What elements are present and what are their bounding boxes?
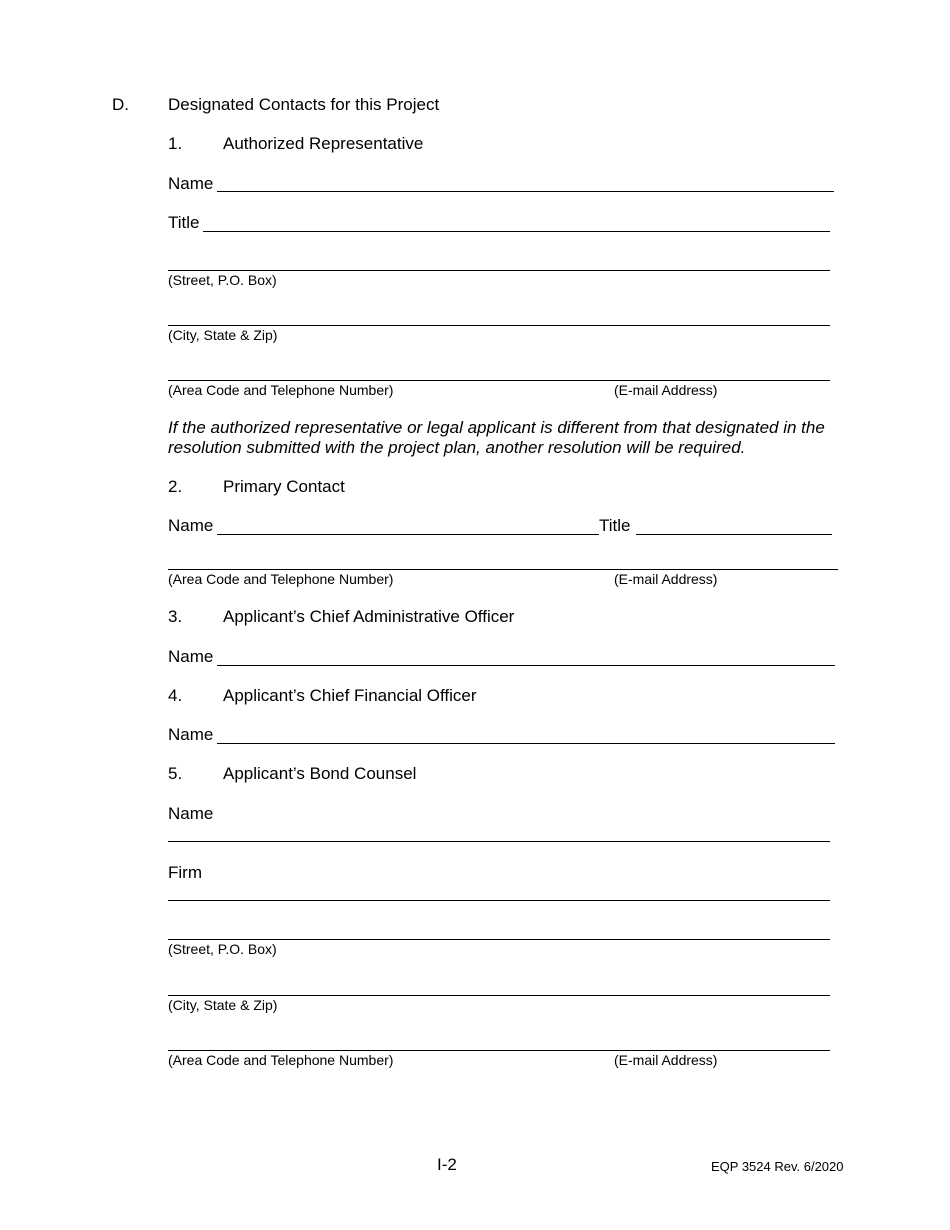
bond-counsel-heading: Applicant’s Bond Counsel	[223, 764, 417, 783]
item-number: 3.	[168, 607, 183, 626]
city-caption: (City, State & Zip)	[168, 327, 278, 343]
resolution-note	[168, 418, 838, 458]
item-number: 1.	[168, 134, 183, 153]
street-caption: (Street, P.O. Box)	[168, 941, 277, 957]
title-label: Title	[599, 516, 631, 535]
bond-counsel-firm-field[interactable]	[168, 900, 830, 901]
page-number: I-2	[437, 1155, 457, 1174]
authorized-representative-heading: Authorized Representative	[223, 134, 424, 153]
authorized-representative-street-field[interactable]	[168, 270, 830, 271]
authorized-representative-title-field[interactable]	[203, 231, 830, 232]
name-label: Name	[168, 804, 214, 823]
bond-counsel-phone-email-field[interactable]	[168, 1050, 830, 1051]
name-label: Name	[168, 647, 214, 666]
authorized-representative-city-field[interactable]	[168, 325, 830, 326]
primary-contact-title-field[interactable]	[636, 534, 832, 535]
phone-caption: (Area Code and Telephone Number)	[168, 571, 394, 587]
name-label: Name	[168, 725, 214, 744]
name-label: Name	[168, 516, 214, 535]
street-caption: (Street, P.O. Box)	[168, 272, 277, 288]
primary-contact-heading: Primary Contact	[223, 477, 345, 496]
bond-counsel-street-field[interactable]	[168, 939, 830, 940]
title-label: Title	[168, 213, 200, 232]
resolution-note-line-2: resolution submitted with the project plan, another resolution will be required.	[168, 438, 746, 457]
city-caption: (City, State & Zip)	[168, 997, 278, 1013]
primary-contact-phone-email-field[interactable]	[168, 569, 838, 570]
email-caption: (E-mail Address)	[614, 571, 718, 587]
resolution-note-line-1: If the authorized representative or legal applicant is different from that designated in the	[168, 418, 825, 437]
authorized-representative-phone-email-field[interactable]	[168, 380, 830, 381]
email-caption: (E-mail Address)	[614, 382, 718, 398]
section-title: Designated Contacts for this Project	[168, 95, 440, 114]
item-number: 2.	[168, 477, 183, 496]
phone-caption: (Area Code and Telephone Number)	[168, 382, 394, 398]
section-letter: D.	[112, 95, 129, 114]
authorized-representative-name-field[interactable]	[217, 191, 834, 192]
bond-counsel-city-field[interactable]	[168, 995, 830, 996]
chief-financial-officer-heading: Applicant’s Chief Financial Officer	[223, 686, 477, 705]
form-id: EQP 3524 Rev. 6/2020	[711, 1159, 844, 1174]
email-caption: (E-mail Address)	[614, 1052, 718, 1068]
primary-contact-name-field[interactable]	[217, 534, 599, 535]
phone-caption: (Area Code and Telephone Number)	[168, 1052, 394, 1068]
item-number: 4.	[168, 686, 183, 705]
name-label: Name	[168, 174, 214, 193]
chief-administrative-officer-name-field[interactable]	[217, 665, 835, 666]
firm-label: Firm	[168, 863, 202, 882]
chief-administrative-officer-heading: Applicant’s Chief Administrative Officer	[223, 607, 515, 626]
bond-counsel-name-field[interactable]	[168, 841, 830, 842]
item-number: 5.	[168, 764, 183, 783]
chief-financial-officer-name-field[interactable]	[217, 743, 835, 744]
